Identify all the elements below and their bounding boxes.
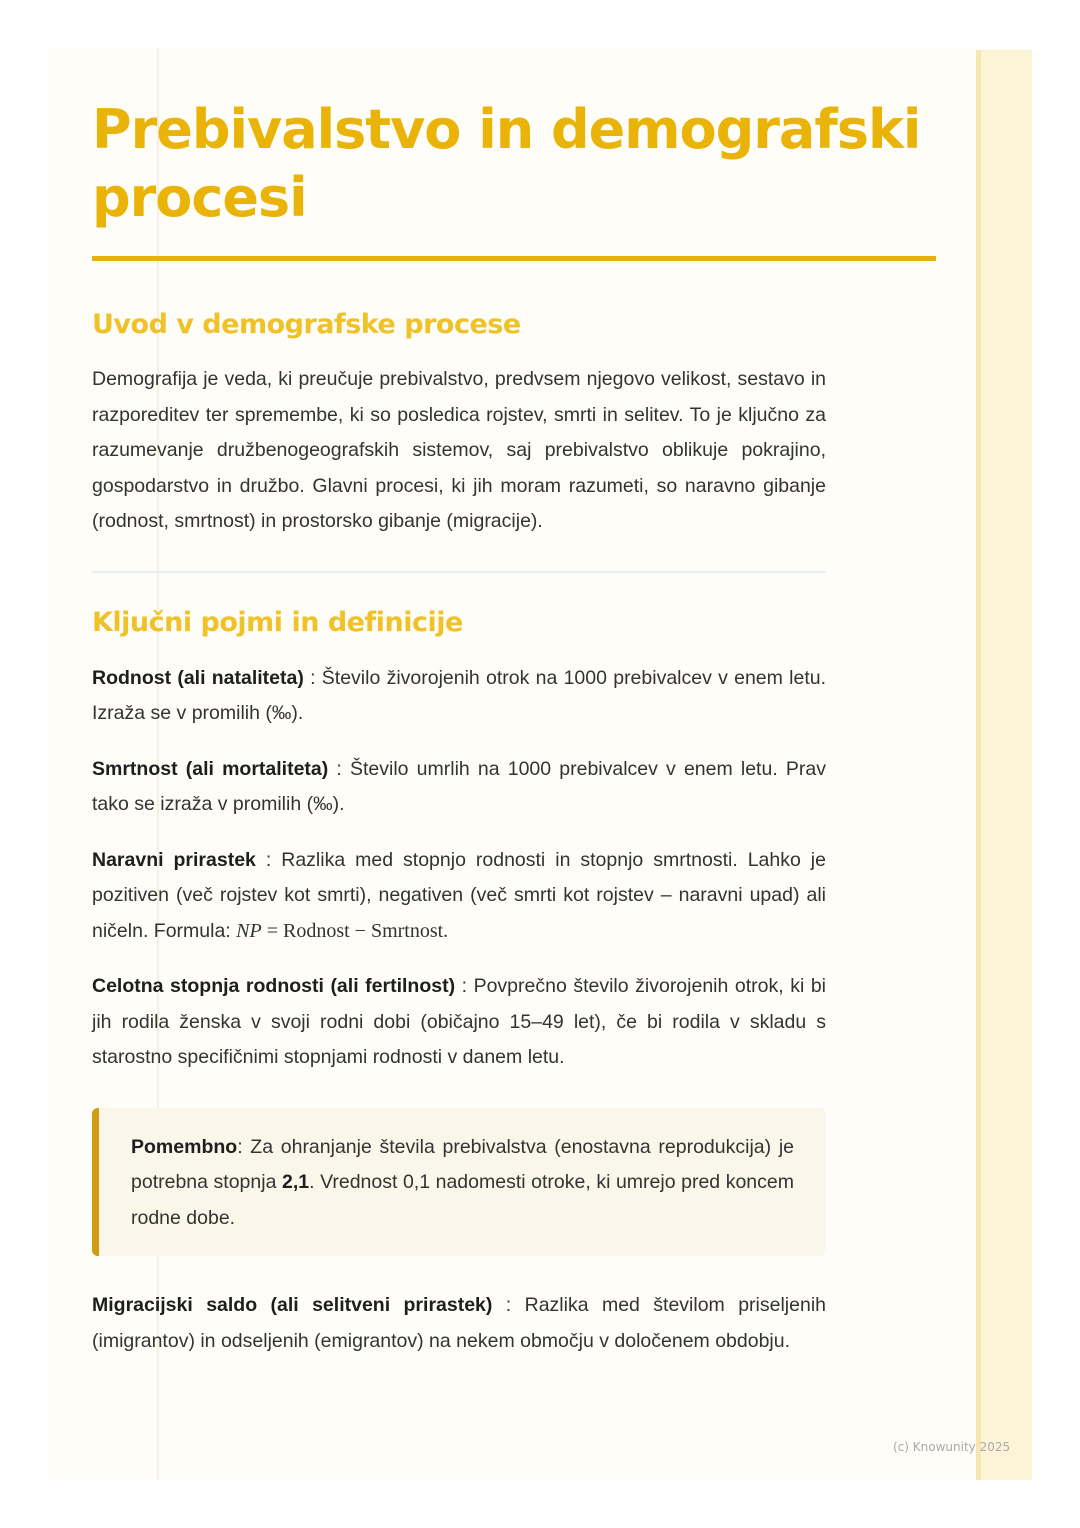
section-heading-definitions: Ključni pojmi in definicije	[92, 606, 463, 638]
callout-label: Pomembno	[131, 1135, 238, 1158]
definition-text: : Povprečno število živorojenih otrok, ki bi jih rodila ženska v svoji rodni dobi (običajno 15–49 let), če bi rodila v skladu s starostno specifičnimi stopnjami rodnosti v danem letu.	[92, 975, 826, 1068]
definition-text: : Število živorojenih otrok na 1000 prebivalcev v enem letu. Izraža se v promilih (‰).	[92, 666, 826, 724]
document-title: Prebivalstvo in demografski procesi	[92, 98, 921, 229]
section-divider	[92, 571, 826, 573]
intro-paragraph: Demografija je veda, ki preučuje prebivalstvo, predvsem njegovo velikost, sestavo in razporeditev ter spremembe, ki so posledica rojstev, smrti in selitev. To je ključno za razumevanje družbenogeografskih sistemov, saj prebivalstvo oblikuje pokrajino, gospodarstvo in družbo. Glavni procesi, ki jih moram razumeti, so naravno gibanje (rodnost, smrtnost) in prostorsko gibanje (migracije).	[92, 368, 826, 532]
formula	[236, 920, 448, 942]
right-edge-strip	[976, 50, 1032, 1480]
callout-text-before: : Za ohranjanje števila prebivalstva (enostavna reprodukcija) je potrebna stopnja	[131, 1135, 794, 1193]
definition-rodnost	[92, 661, 826, 732]
title-underline	[92, 256, 936, 261]
section-heading-intro: Uvod v demografske procese	[92, 309, 521, 340]
right-edge-line	[976, 50, 981, 1480]
definition-term: Smrtnost (ali mortaliteta)	[92, 757, 329, 780]
definition-term: Naravni prirastek	[92, 848, 256, 871]
callout-text-after: . Vrednost 0,1 nadomesti otroke, ki umrejo pred koncem rodne dobe.	[131, 1171, 794, 1229]
definition-text: : Razlika med stopnjo rodnosti in stopnjo smrtnosti. Lahko je pozitiven (več rojstev kot smrti), negativen (več smrti kot rojstev – naravni upad) ali ničeln. Formula:	[92, 848, 826, 942]
document-content	[92, 96, 921, 1359]
definition-term: Migracijski saldo (ali selitveni prirastek)	[92, 1294, 493, 1316]
definition-migracijski-saldo	[92, 1288, 826, 1359]
formula-expression: = Rodnost − Smrtnost.	[261, 919, 449, 942]
definition-text: : Število umrlih na 1000 prebivalcev v enem letu. Prav tako se izraža v promilih (‰).	[92, 757, 826, 815]
definition-term: Rodnost (ali nataliteta)	[92, 666, 304, 689]
callout-value: 2,1	[281, 1171, 310, 1193]
callout-text	[131, 1130, 794, 1237]
definition-smrtnost	[92, 752, 826, 823]
definition-text: : Razlika med številom priseljenih (imigrantov) in odseljenih (emigrantov) na nekem območju v določenem obdobju.	[92, 1294, 826, 1352]
important-callout	[92, 1108, 826, 1257]
definition-fertilnost	[92, 969, 826, 1076]
definition-naravni-prirastek	[92, 843, 826, 950]
formula-variable: NP	[236, 919, 262, 942]
copyright-footer: (c) Knowunity 2025	[893, 1440, 1011, 1454]
definition-term: Celotna stopnja rodnosti (ali fertilnost)	[92, 975, 456, 997]
